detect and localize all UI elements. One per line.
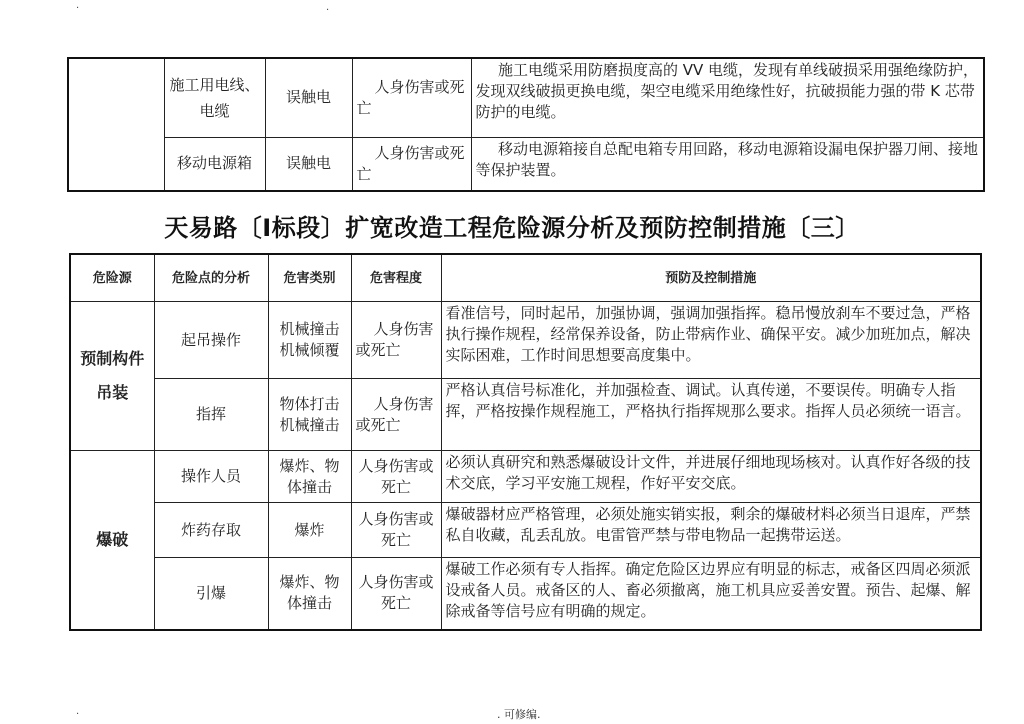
measure-cell: 移动电源箱接自总配电箱专用回路，移动电源箱设漏电保护器刀闸、接地等保护装置。 [471,137,984,191]
hazard-level-cell [352,58,471,137]
table-row [68,137,984,191]
header-hazard-source: 危险源 [70,254,154,302]
hazard-source-cell: 爆破 [70,451,154,630]
hazard-point-cell: 引爆 [154,558,268,630]
measure-cell: 严格认真信号标准化，并加强检查、调试。认真传递，不要误传。明确专人指挥，严格按操作规程施工，严格执行指挥规那么要求。指挥人员必须统一语言。 [441,379,981,451]
hazard-point-cell: 炸药存取 [154,503,268,558]
hazard-point-cell: 起吊操作 [154,302,268,379]
corner-dot-top-mid: . [326,2,330,13]
table-header-row [70,254,981,302]
hazard-point-cell: 施工用电线、电缆 [164,58,265,137]
header-hazard-category: 危害类别 [268,254,351,302]
header-hazard-level: 危害程度 [351,254,441,302]
table-row [70,302,981,379]
header-hazard-point: 危险点的分析 [154,254,268,302]
hazard-point-cell: 移动电源箱 [164,137,265,191]
hazard-level-cell [352,137,471,191]
hazard-point-cell: 指挥 [154,379,268,451]
header-measures: 预防及控制措施 [441,254,981,302]
measure-cell: 看准信号，同时起吊，加强协调，强调加强指挥。稳吊慢放刹车不要过急，严格执行操作规程，经常保养设备，防止带病作业、确保平安。减少加班加点，解决实际困难，工作时间思想要高度集中。 [441,302,981,379]
table-row [70,379,981,451]
table-row [70,451,981,503]
table-row [70,558,981,630]
hazard-point-cell: 操作人员 [154,451,268,503]
hazard-level-text: 人身伤害或死亡 [356,143,465,183]
measure-cell: 必须认真研究和熟悉爆破设计文件，并进展仔细地现场核对。认真作好各级的技术交底，学习平安施工规程，作好平安交底。 [441,451,981,503]
hazard-level-text: 人身伤害或死亡 [355,394,434,434]
hazard-category-cell: 误触电 [265,58,352,137]
hazard-category-cell: 物体打击机械撞击 [268,379,351,451]
hazard-level-cell [351,379,441,451]
hazard-level-cell: 人身伤害或死亡 [351,558,441,630]
table-row [70,503,981,558]
hazard-table-3 [69,253,982,631]
hazard-source-cell [68,58,164,191]
corner-dot-bottom-left: . [76,706,80,717]
corner-dot-top-left: . [76,0,80,11]
measure-cell: 施工电缆采用防磨损度高的 VV 电缆，发现有单线破损采用强绝缘防护，发现双线破损更换电缆，架空电缆采用绝缘性好，抗破损能力强的带 K 芯带防护的电缆。 [471,58,984,137]
table-row [68,58,984,137]
hazard-category-cell: 爆炸 [268,503,351,558]
hazard-level-text: 人身伤害或死亡 [356,77,465,117]
hazard-table-continued [67,57,985,192]
measure-cell: 爆破器材应严格管理，必须处施实销实报，剩余的爆破材料必须当日退库，严禁私自收藏，乱丢乱放。电雷管严禁与带电物品一起携带运送。 [441,503,981,558]
footer-note: . 可修编. [497,708,541,721]
hazard-category-cell: 爆炸、物体撞击 [268,558,351,630]
page-title: 天易路〔Ⅰ标段〕扩宽改造工程危险源分析及预防控制措施〔三〕 [164,214,860,242]
hazard-category-cell: 爆炸、物体撞击 [268,451,351,503]
hazard-level-cell [351,302,441,379]
hazard-level-text: 人身伤害或死亡 [355,320,434,359]
hazard-level-cell: 人身伤害或死亡 [351,503,441,558]
measure-cell: 爆破工作必须有专人指挥。确定危险区边界应有明显的标志，戒备区四周必须派设戒备人员。戒备区的人、畜必须撤离，施工机具应妥善安置。预告、起爆、解除戒备等信号应有明确的规定。 [441,558,981,630]
hazard-category-cell: 误触电 [265,137,352,191]
hazard-category-cell: 机械撞击机械倾覆 [268,302,351,379]
hazard-source-cell: 预制构件吊装 [70,302,154,451]
hazard-level-cell: 人身伤害或死亡 [351,451,441,503]
